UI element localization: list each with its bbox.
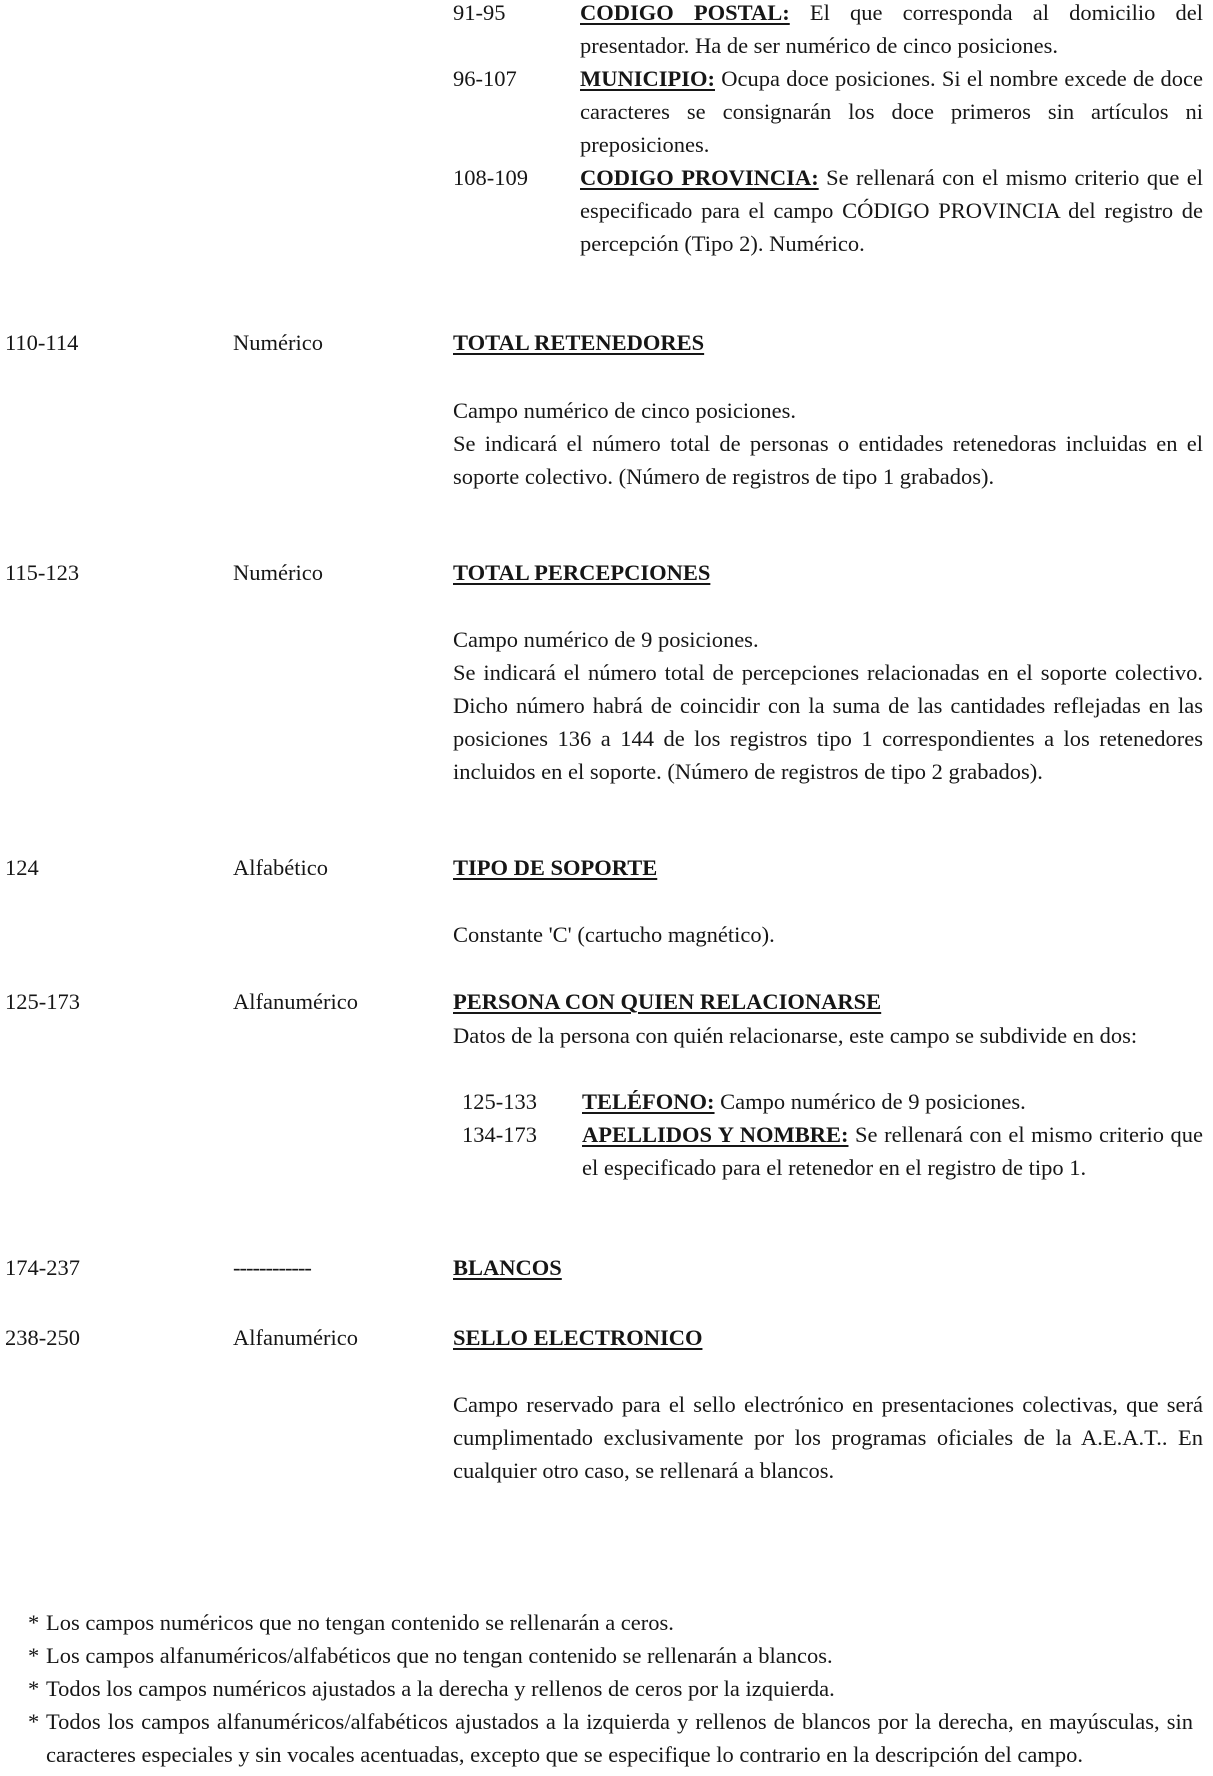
subfield-text bbox=[582, 1085, 1203, 1118]
subfield-name: APELLIDOS Y NOMBRE: bbox=[582, 1122, 849, 1147]
subfield-text bbox=[580, 0, 1203, 62]
subfield-position: 134-173 bbox=[462, 1122, 537, 1147]
bullet-star-icon: * bbox=[28, 1610, 40, 1635]
note-text: Los campos alfanuméricos/alfabéticos que no tengan contenido se rellenarán a blancos. bbox=[46, 1643, 833, 1668]
subfield-text bbox=[580, 62, 1203, 161]
subfield-name: CODIGO POSTAL: bbox=[580, 0, 790, 25]
field-name: BLANCOS bbox=[453, 1255, 562, 1280]
note-text: Todos los campos alfanuméricos/alfabéticos ajustados a la izquierda y rellenos de blancos por la derecha, en mayúsculas, sin caracteres especiales y sin vocales acentuadas, excepto que se especifique lo contrario en la descripción del campo. bbox=[46, 1709, 1193, 1767]
notes-list bbox=[28, 1606, 1193, 1771]
field-position: 125-173 bbox=[5, 989, 80, 1014]
note-item bbox=[28, 1672, 1193, 1705]
field-description: Campo reservado para el sello electrónico en presentaciones colectivas, que será cumplimentado exclusivamente por los programas oficiales de la A.E.A.T.. En cualquier otro caso, se rellenará a blancos. bbox=[453, 1392, 1203, 1483]
field-type: Numérico bbox=[233, 330, 323, 355]
subfield-position: 108-109 bbox=[453, 165, 528, 190]
subfield-position: 91-95 bbox=[453, 0, 506, 25]
field-name: TIPO DE SOPORTE bbox=[453, 855, 658, 880]
bullet-star-icon: * bbox=[28, 1643, 40, 1668]
field-name: TOTAL RETENEDORES bbox=[453, 330, 705, 355]
field-type: Numérico bbox=[233, 560, 323, 585]
subfield-position: 96-107 bbox=[453, 66, 517, 91]
field-name: TOTAL PERCEPCIONES bbox=[453, 560, 711, 585]
bullet-star-icon: * bbox=[28, 1709, 40, 1734]
field-position: 238-250 bbox=[5, 1325, 80, 1350]
field-name: PERSONA CON QUIEN RELACIONARSE bbox=[453, 989, 882, 1014]
subfield-position: 125-133 bbox=[462, 1089, 537, 1114]
subfield-text bbox=[580, 161, 1203, 260]
field-type: ------------ bbox=[233, 1255, 311, 1280]
field-position: 115-123 bbox=[5, 560, 80, 585]
field-type: Alfanumérico bbox=[233, 989, 358, 1014]
field-position: 174-237 bbox=[5, 1255, 80, 1280]
field-type: Alfanumérico bbox=[233, 1325, 358, 1350]
note-item bbox=[28, 1639, 1193, 1672]
bullet-star-icon: * bbox=[28, 1676, 40, 1701]
field-description: Datos de la persona con quién relacionarse, este campo se subdivide en dos: bbox=[453, 1023, 1138, 1048]
field-position: 124 bbox=[5, 855, 39, 880]
field-type: Alfabético bbox=[233, 855, 328, 880]
subfield-text bbox=[582, 1118, 1203, 1184]
subfield-name: TELÉFONO: bbox=[582, 1089, 715, 1114]
field-position: 110-114 bbox=[5, 330, 79, 355]
subfield-description: Ocupa doce posiciones. Si el nombre excede de doce caracteres se consignarán los doce primeros sin artículos ni preposiciones. bbox=[580, 66, 1203, 157]
subfield-name: MUNICIPIO: bbox=[580, 66, 715, 91]
note-item bbox=[28, 1606, 1193, 1639]
subfield-name: CODIGO PROVINCIA: bbox=[580, 165, 819, 190]
subfield-description: Se rellenará con el mismo criterio que el especificado para el retenedor en el registro de tipo 1. bbox=[582, 1122, 1204, 1180]
note-text: Todos los campos numéricos ajustados a la derecha y rellenos de ceros por la izquierda. bbox=[46, 1676, 835, 1701]
note-text: Los campos numéricos que no tengan contenido se rellenarán a ceros. bbox=[46, 1610, 674, 1635]
note-item bbox=[28, 1705, 1193, 1771]
subfield-description: El que corresponda al domicilio del presentador. Ha de ser numérico de cinco posiciones. bbox=[580, 0, 1203, 58]
field-description: Campo numérico de 9 posiciones. Se indicará el número total de percepciones relacionadas en el soporte colectivo. Dicho número habrá de coincidir con la suma de las cantidades reflejadas en las posiciones 136 a 144 de los registros tipo 1 correspondientes a los retenedores incluidos en el soporte. (Número de registros de tipo 2 grabados). bbox=[453, 627, 1203, 784]
subfield-description: Se rellenará con el mismo criterio que el especificado para el campo CÓDIGO PROVINCIA del registro de percepción (Tipo 2). Numérico. bbox=[580, 165, 1203, 256]
field-description: Constante 'C' (cartucho magnético). bbox=[453, 922, 775, 947]
field-name: SELLO ELECTRONICO bbox=[453, 1325, 703, 1350]
subfield-description: Campo numérico de 9 posiciones. bbox=[714, 1089, 1026, 1114]
field-description: Campo numérico de cinco posiciones. Se indicará el número total de personas o entidades retenedoras incluidas en el soporte colectivo. (Número de registros de tipo 1 grabados). bbox=[453, 398, 1203, 489]
